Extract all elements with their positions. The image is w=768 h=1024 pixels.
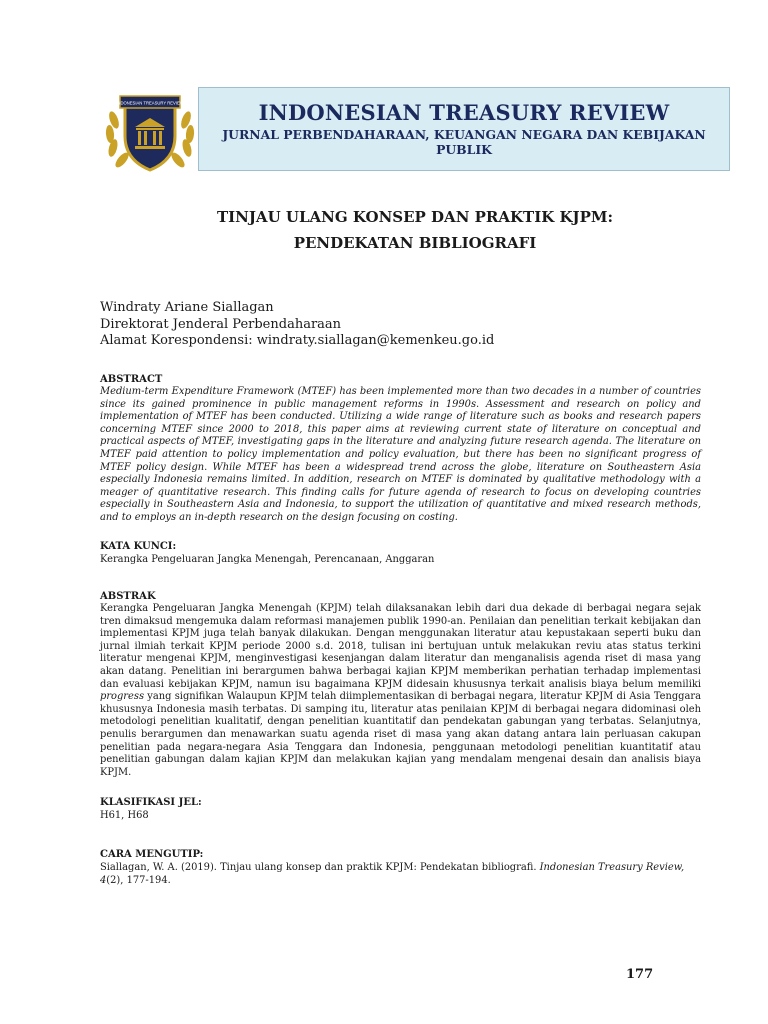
abstrak-text-italic: progress [100, 691, 145, 703]
journal-subtitle: JURNAL PERBENDAHARAAN, KEUANGAN NEGARA DAN KEBIJAKAN PUBLIK [222, 127, 706, 157]
abstrak-heading: ABSTRAK [100, 591, 156, 602]
author-correspondence: Alamat Korespondensi: windraty.siallagan@kemenkeu.go.id [100, 333, 495, 348]
laurel-emblem-icon [100, 90, 200, 174]
jel-heading: KLASIFIKASI JEL: [100, 797, 202, 808]
journal-header [198, 87, 730, 171]
abstract-heading: ABSTRACT [100, 374, 163, 385]
citation-heading: CARA MENGUTIP: [100, 849, 204, 860]
jel-text: H61, H68 [100, 810, 149, 821]
journal-logo [100, 90, 200, 174]
citation-text [100, 862, 700, 887]
logo-banner-text: INDONESIAN TREASURY REVIEW [116, 100, 184, 106]
paper-title-line1: TINJAU ULANG KONSEP DAN PRAKTIK KJPM: [216, 208, 614, 226]
citation-text-part1: Siallagan, W. A. (2019). Tinjau ulang konsep dan praktik KPJM: Pendekatan bibliografi. [100, 862, 540, 873]
author-block [100, 300, 494, 350]
paper-title-line2: PENDEKATAN BIBLIOGRAFI [293, 234, 537, 252]
abstract-text: Medium-term Expenditure Framework (MTEF) has been implemented more than two decades in a number of countries since its gained prominence in public management reforms in 1990s. Assessment and research on policy and implementation of MTEF has been conducted. Utilizing a wide range of literature such as books and research papers concerning MTEF since 2000 to 2018, this paper aims at reviewing current state of literature on conceptual and practical aspects of MTEF, investigating gaps in the literature and analyzing future research agenda. The literature on MTEF paid attention to policy implementation and policy evaluation, but there has been no significant progress of MTEF policy design. While MTEF has been a widespread trend across the globe, literature on Southeastern Asia especially Indonesia remains limited. In addition, research on MTEF is dominated by qualitative methodology with a meager of quantitative research. This finding calls for future agenda of research to focus on developing countries especially in Southeastern Asia and Indonesia, to support the utilization of quantitative and mixed research methods, and to employs an in-depth research on the design focusing on costing. [100, 386, 701, 523]
author-name: Windraty Ariane Siallagan [100, 300, 274, 315]
keywords-text: Kerangka Pengeluaran Jangka Menengah, Perencanaan, Anggaran [100, 554, 435, 565]
keywords-heading: KATA KUNCI: [100, 541, 177, 552]
abstrak-text [100, 603, 701, 779]
citation-text-part2: (2), 177-194. [106, 874, 171, 886]
author-affiliation: Direktorat Jenderal Perbendaharaan [100, 316, 342, 332]
journal-title: INDONESIAN TREASURY REVIEW [258, 100, 670, 125]
abstrak-text-part1: Kerangka Pengeluaran Jangka Menengah (KPJM) telah dilaksanakan lebih dari dua dekade di berbagai negara sejak tren dimaksud mengemuka dalam reformasi manajemen publik 1990-an. Penilaian dan penelitian terkait kebijakan dan implementasi KPJM juga telah banyak dilakukan. Dengan menggunakan literatur atau kepustakaan seperti buku dan jurnal ilmiah terkait KPJM periode 2000 s.d. 2018, tulisan ini bertujuan untuk melakukan reviu atas status terkini literatur mengenai KPJM, menginvestigasi kesenjangan dalam literatur dan menganalisis agenda riset di masa yang akan datang. Penelitian ini berargumen bahwa berbagai kajian KPJM memberikan perhatian terhadap implementasi dan evaluasi kebijakan KPJM, namun isu bagaimana KPJM didesain khususnya terkait analisis biaya belum memiliki [100, 603, 701, 690]
abstrak-text-part2: yang signifikan Walaupun KPJM telah diimplementasikan di berbagai negara, literatur KPJM di Asia Tenggara khususnya Indonesia masih terbatas. Di samping itu, literatur atas penilaian KPJM di berbagai negara didominasi oleh metodologi penelitian kualitatif, dengan penelitian kuantitatif dan pendekatan gabungan yang terbatas. Selanjutnya, penulis berargumen dan menawarkan suatu agenda riset di masa yang akan datang antara lain perluasan cakupan penelitian pada negara-negara Asia Tenggara dan Indonesia, penggunaan metodologi penelitian kuantitatif atau penelitian gabungan dalam kajian KPJM dan melakukan kajian yang mendalam mengenai desain dan analisis biaya KPJM. [100, 691, 701, 778]
citation-journal: Indonesian Treasury Review, 4 [100, 862, 685, 886]
page-number: 177 [626, 967, 654, 982]
